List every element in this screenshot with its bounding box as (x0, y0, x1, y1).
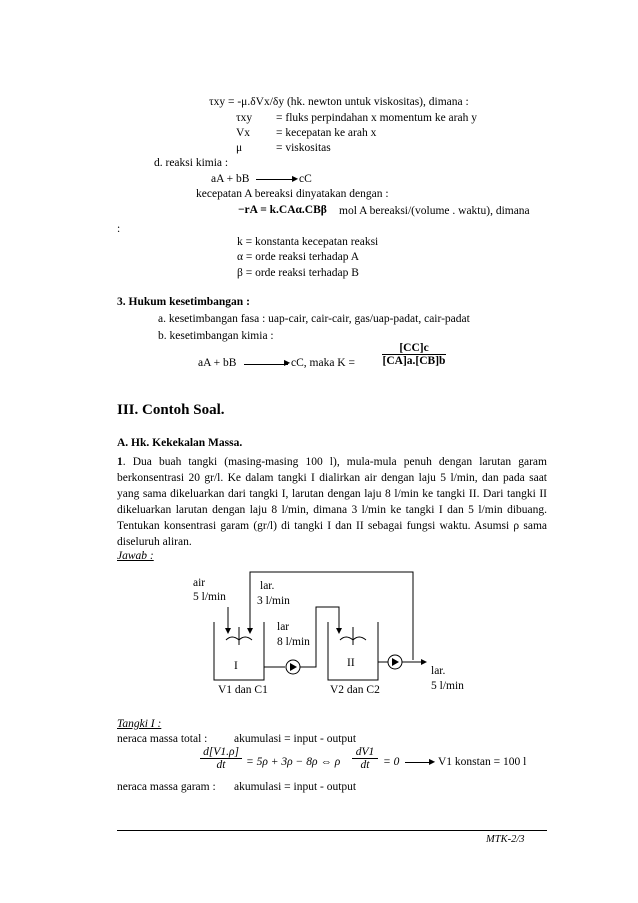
subsection-a: A. Hk. Kekekalan Massa. (117, 437, 243, 449)
v1-konstan: V1 konstan = 100 l (438, 756, 527, 768)
rate-intro: kecepatan A bereaksi dinyatakan dengan : (196, 188, 389, 200)
footer-rule (117, 830, 547, 831)
viscosity-equation: τxy = -μ.δVx/δy (hk. newton untuk viskositas), dimana : (209, 96, 469, 108)
reaction-heading: d. reaksi kimia : (154, 157, 229, 169)
alpha-definition: α = orde reaksi terhadap A (237, 251, 360, 263)
k-definition: k = konstanta kecepatan reaksi (237, 236, 379, 248)
v-symbol: Vx (236, 127, 251, 139)
air-rate: 5 l/min (193, 591, 226, 603)
air-label: air (193, 577, 206, 589)
neraca-garam-label: neraca massa garam : (117, 781, 216, 793)
reaction-eq-right: cC (299, 173, 312, 185)
transfer-label: lar (277, 621, 290, 633)
transfer-rate: 8 l/min (277, 636, 310, 648)
equilibrium-heading: 3. Hukum kesetimbangan : (117, 296, 250, 308)
problem-number: 1 (117, 456, 123, 468)
equilibrium-arrow-head: ▶ (284, 358, 291, 367)
air-inlet-arrowhead (225, 628, 231, 634)
problem-text: . Dua buah tangki (masing-masing 100 l), mula-mula penuh dengan larutan garam berkonsentrasi 20 gr/l. Ke dalam tangki I dialirkan air dengan laju 5 l/min, dan pada saat yang sama dikeluarkan dari tangki I, larutan dengan laju 8 l/min ke tangki II. Dari tangki II dikeluarkan larutan dengan laju 8 l/min, dimana 3 l/min ke tangki I dan 5 l/min dibuang. Tentukan konsentrasi garam (gr/l) di tangki I dan II sebagai fungsi waktu. Asumsi ρ sama diseluruh aliran. (117, 456, 547, 548)
neraca-total-label: neraca massa total : (117, 733, 208, 745)
dv1-fraction (352, 746, 378, 771)
tank-1-label: I (234, 660, 238, 672)
recycle-inlet-arrowhead (247, 628, 253, 634)
tank-2-label: II (347, 657, 355, 669)
k-numerator: [CC]c (382, 342, 446, 355)
reaction-arrow-head: ▶ (292, 174, 299, 183)
mass-balance-expression: = 5ρ + 3ρ − 8ρ ⇔ ρ (246, 756, 341, 768)
neraca-garam-akumulasi: akumulasi = input - output (234, 781, 357, 793)
dv1rho-numerator: d[V1.ρ] (200, 746, 242, 759)
v-definition: = kecepatan ke arah x (276, 127, 377, 139)
equilibrium-eq-mid: cC, maka K = (291, 357, 355, 369)
dv1-numerator: dV1 (352, 746, 378, 759)
dv1rho-fraction (200, 746, 242, 771)
reaction-eq-left: aA + bB (211, 173, 250, 185)
page-footer: MTK-2/3 (486, 834, 525, 845)
rate-units: mol A bereaksi/(volume . waktu), dimana (339, 205, 530, 217)
mu-symbol: μ (236, 142, 243, 154)
tau-symbol: τxy (236, 112, 253, 124)
tank-2-variables: V2 dan C2 (330, 684, 380, 696)
konstan-arrow-head: ▶ (429, 757, 436, 766)
equilibrium-item-a: a. kesetimbangan fasa : uap-cair, cair-cair, gas/uap-padat, cair-padat (158, 313, 470, 325)
tangki-1-heading: Tangki I : (117, 718, 162, 730)
equilibrium-item-b: b. kesetimbangan kimia : (158, 330, 274, 342)
beta-definition: β = orde reaksi terhadap B (237, 267, 359, 279)
recycle-line (250, 572, 413, 660)
tank-1-variables: V1 dan C1 (218, 684, 268, 696)
transfer-arrowhead (336, 628, 342, 634)
jawab-label: Jawab : (117, 550, 154, 562)
recycle-label: lar. (260, 580, 275, 592)
discharge-arrowhead (421, 659, 427, 665)
dv1-denominator: dt (360, 759, 370, 771)
dv1rho-denominator: dt (216, 759, 226, 771)
recycle-rate: 3 l/min (257, 595, 290, 607)
mass-balance-zero: = 0 (383, 756, 400, 768)
k-denominator: [CA]a.[CB]b (382, 355, 446, 367)
mu-definition: = viskositas (276, 142, 331, 154)
rate-equation: −rA = k.CAα.CBβ (238, 204, 327, 216)
equilibrium-eq-left: aA + bB (198, 357, 237, 369)
discharge-label: lar. (431, 665, 446, 677)
colon: : (117, 223, 121, 235)
section-title: III. Contoh Soal. (117, 402, 225, 418)
tau-definition: = fluks perpindahan x momentum ke arah y (276, 112, 477, 124)
neraca-total-akumulasi: akumulasi = input - output (234, 733, 357, 745)
discharge-rate: 5 l/min (431, 680, 464, 692)
